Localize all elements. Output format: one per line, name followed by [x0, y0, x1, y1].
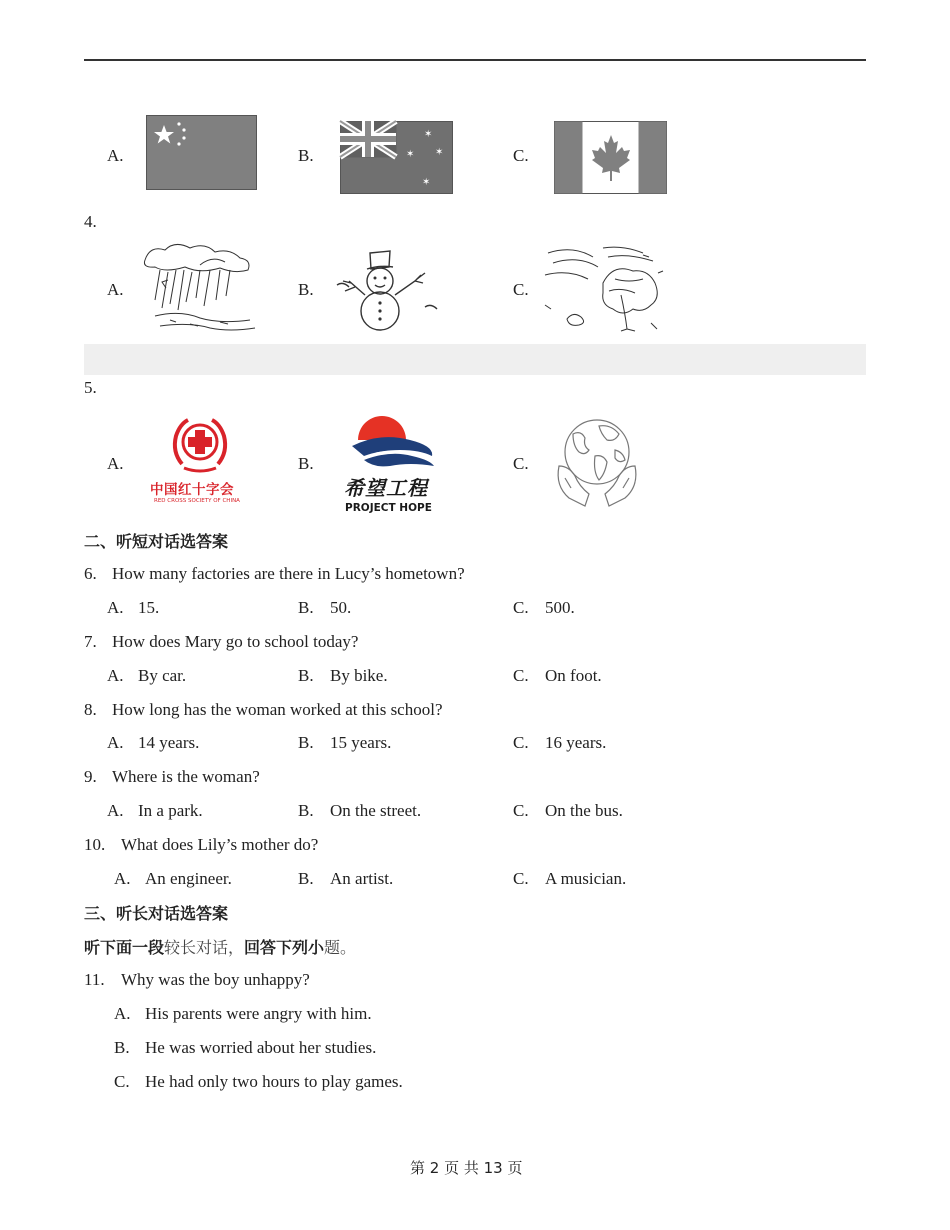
windy-tree-icon [543, 243, 665, 335]
svg-text:✶: ✶ [422, 177, 431, 188]
section-3-title: 三、听长对话选答案 [84, 904, 229, 923]
q10-option-c: A musician. [545, 869, 627, 888]
q11-option-c-label: C. [114, 1072, 130, 1091]
china-flag-icon [146, 115, 258, 191]
red-cross-emblem-icon [170, 414, 230, 474]
q10-option-b: An artist. [330, 869, 394, 888]
q10-number: 10. [84, 835, 106, 854]
q11-number: 11. [84, 970, 105, 989]
q7-option-b: By bike. [330, 666, 388, 685]
q9-text: Where is the woman? [112, 767, 260, 786]
q4-option-b-label: B. [298, 280, 314, 299]
q10-text: What does Lily’s mother do? [121, 835, 319, 854]
q7-number: 7. [84, 632, 97, 651]
q10-option-c-label: C. [513, 869, 529, 888]
q10-option-a-label: A. [114, 869, 131, 888]
project-hope-logo-text: 希望工程 [344, 476, 428, 500]
q8-option-c-label: C. [513, 733, 529, 752]
q7-option-a: By car. [138, 666, 187, 685]
q8-number: 8. [84, 700, 97, 719]
q7-option-c-label: C. [513, 666, 529, 685]
q6-option-b: 50. [330, 598, 352, 617]
q9-option-a-label: A. [107, 801, 124, 820]
q10-option-a: An engineer. [145, 869, 232, 888]
q7-option-a-label: A. [107, 666, 124, 685]
q9-option-c: On the bus. [545, 801, 623, 820]
q10-option-b-label: B. [298, 869, 314, 888]
q8-option-b-label: B. [298, 733, 314, 752]
q11-option-c: He had only two hours to play games. [145, 1072, 403, 1091]
canada-flag-icon [554, 121, 668, 195]
q11-option-a: His parents were angry with him. [145, 1004, 372, 1023]
q9-option-a: In a park. [138, 801, 203, 820]
red-cross-logo [148, 414, 252, 510]
q11-option-b: He was worried about her studies. [145, 1038, 377, 1057]
q9-number: 9. [84, 767, 97, 786]
q7-text: How does Mary go to school today? [112, 632, 359, 651]
earth-in-hands-icon [555, 416, 639, 508]
instruction-part-4: 题。 [324, 938, 357, 957]
q6-number: 6. [84, 564, 97, 583]
q6-option-a-label: A. [107, 598, 124, 617]
instruction-part-3: 回答下列小 [244, 938, 325, 957]
rain-storm-icon [140, 240, 260, 335]
q8-option-a-label: A. [107, 733, 124, 752]
q7-option-b-label: B. [298, 666, 314, 685]
q6-option-b-label: B. [298, 598, 314, 617]
instruction-part-1: 听下面一段 [84, 938, 165, 957]
q11-option-a-label: A. [114, 1004, 131, 1023]
q5-number: 5. [84, 378, 97, 397]
q6-option-a: 15. [138, 598, 160, 617]
q6-text: How many factories are there in Lucy’s hometown? [112, 564, 465, 583]
q9-option-c-label: C. [513, 801, 529, 820]
project-hope-logo [340, 410, 446, 518]
q5-option-a-label: A. [107, 454, 124, 473]
q8-text: How long has the woman worked at this school? [112, 700, 443, 719]
section-2-title: 二、听短对话选答案 [84, 532, 229, 551]
snowman-icon [335, 245, 440, 333]
q4-option-c-label: C. [513, 280, 529, 299]
q7-option-c: On foot. [545, 666, 602, 685]
svg-text:✶: ✶ [435, 147, 444, 158]
q4-option-a-label: A. [107, 280, 124, 299]
q11-option-b-label: B. [114, 1038, 130, 1057]
project-hope-logo-subtext: PROJECT HOPE [345, 502, 432, 514]
red-cross-logo-text: 中国红十字会 [150, 482, 234, 498]
q6-option-c-label: C. [513, 598, 529, 617]
instruction-part-2: 较长对话， [164, 938, 245, 957]
project-hope-emblem-icon [350, 410, 436, 472]
svg-text:✶: ✶ [406, 149, 415, 160]
q6-option-c: 500. [545, 598, 575, 617]
svg-text:✶: ✶ [424, 129, 433, 140]
q5-option-b-label: B. [298, 454, 314, 473]
q8-option-c: 16 years. [545, 733, 607, 752]
page-footer: 第 2 页 共 13 页 [410, 1159, 523, 1177]
q9-option-b-label: B. [298, 801, 314, 820]
q3-option-c-label: C. [513, 146, 529, 165]
top-rule [84, 59, 866, 61]
q8-option-a: 14 years. [138, 733, 200, 752]
red-cross-logo-subtext: RED CROSS SOCIETY OF CHINA [154, 498, 240, 504]
q5-option-c-label: C. [513, 454, 529, 473]
q8-option-b: 15 years. [330, 733, 392, 752]
q3-option-a-label: A. [107, 146, 124, 165]
new-zealand-flag-icon [340, 121, 454, 195]
q11-text: Why was the boy unhappy? [121, 970, 310, 989]
q3-option-b-label: B. [298, 146, 314, 165]
highlight-band [84, 344, 866, 375]
section-3-instruction [84, 935, 356, 958]
q4-number: 4. [84, 212, 97, 231]
q9-option-b: On the street. [330, 801, 422, 820]
